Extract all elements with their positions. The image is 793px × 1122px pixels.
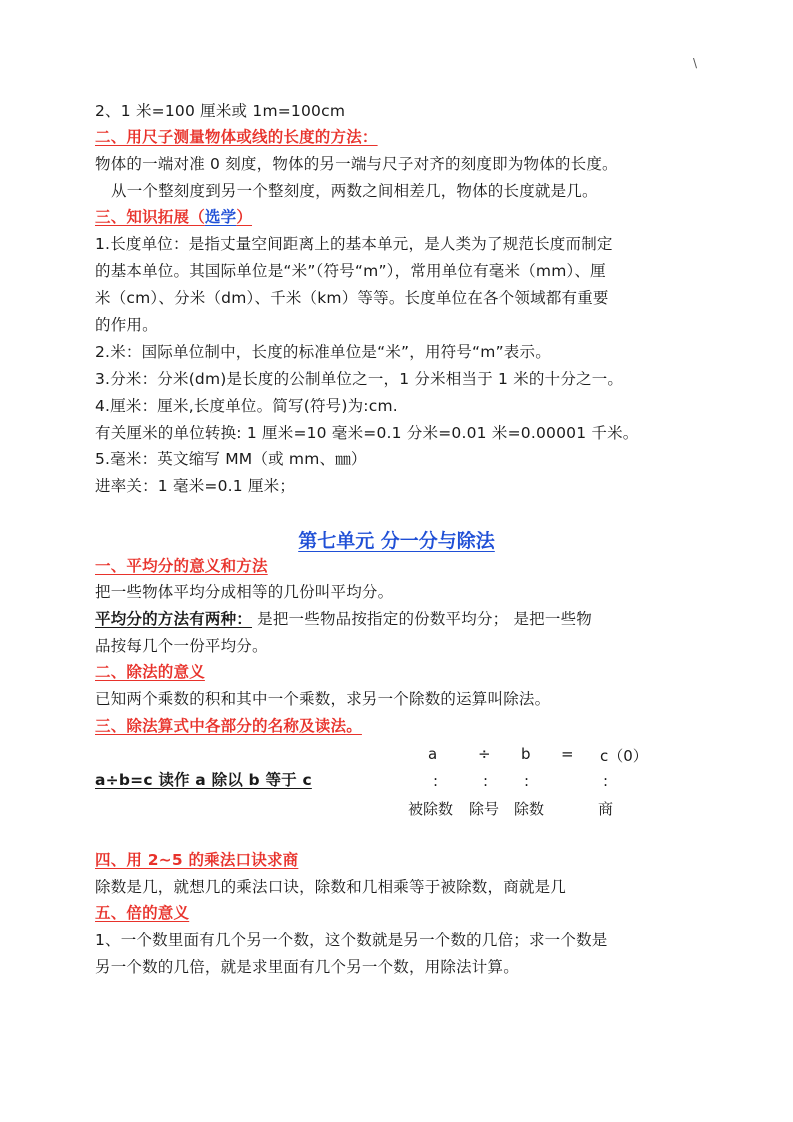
diagram-div-sign: ÷	[478, 745, 491, 763]
text-line: 已知两个乘数的积和其中一个乘数，求另一个除数的运算叫除法。	[95, 690, 551, 708]
heading-optional: 选学	[204, 208, 237, 226]
diagram-colon: :	[524, 772, 530, 790]
text-line: 4.厘米：厘米,长度单位。简写(符号)为:cm.	[95, 397, 398, 415]
diagram-colon: :	[603, 772, 609, 790]
text-line: 品按每几个一份平均分。	[95, 637, 268, 655]
text-line: 1.长度单位：是指丈量空间距离上的基本单元，是人类为了规范长度而制定	[95, 235, 613, 253]
text-line: 2、1 米=100 厘米或 1m=100cm	[95, 102, 346, 120]
diagram-equals: =	[561, 745, 574, 763]
text-line: 进率关：1 毫米=0.1 厘米；	[95, 477, 296, 495]
text-line: 1、一个数里面有几个另一个数，这个数就是另一个数的几倍；求一个数是	[95, 931, 608, 949]
text-line: 3.分米：分米(dm)是长度的公制单位之一，1 分米相当于 1 米的十分之一。	[95, 370, 624, 388]
section-heading-multiplication: 四、用 2~5 的乘法口诀求商	[95, 851, 299, 869]
text-line: 米（cm）、分米（dm）、千米（km）等等。长度单位在各个领域都有重要	[95, 289, 609, 307]
diagram-c: c（0）	[600, 747, 648, 765]
text-line: 把一些物体平均分成相等的几份叫平均分。	[95, 583, 394, 601]
method-label: 平均分的方法有两种：	[95, 610, 253, 628]
heading-part: 三、知识拓展（	[95, 208, 205, 226]
section-heading-division: 二、除法的意义	[95, 663, 205, 681]
section-heading-ruler: 二、用尺子测量物体或线的长度的方法：	[95, 128, 378, 146]
formula-reading: a÷b=c 读作 a 除以 b 等于 c	[95, 771, 312, 789]
section-heading-times: 五、倍的意义	[95, 904, 190, 922]
section-heading-average: 一、平均分的意义和方法	[95, 557, 268, 575]
diagram-a: a	[428, 745, 438, 763]
text-line: 物体的一端对准 0 刻度，物体的另一端与尺子对齐的刻度即为物体的长度。	[95, 155, 618, 173]
diagram-b: b	[521, 745, 531, 763]
text-line: 的基本单位。其国际单位是“米”（符号“m”），常用单位有毫米（mm）、厘	[95, 262, 606, 280]
text-line	[95, 609, 705, 629]
text-line: 有关厘米的单位转换: 1 厘米=10 毫米=0.1 分米=0.01 米=0.00001 千米。	[95, 424, 639, 442]
text-line: 5.毫米：英文缩写 MM（或 mm、㎜）	[95, 450, 367, 468]
heading-part: ）	[236, 208, 253, 226]
label-dividend: 被除数	[408, 800, 454, 818]
unit-title: 第七单元 分一分与除法	[298, 530, 495, 552]
section-heading-extension	[95, 207, 252, 227]
corner-mark: \	[693, 56, 698, 70]
label-quotient: 商	[598, 800, 614, 818]
diagram-colon: :	[483, 772, 489, 790]
text-line: 从一个整刻度到另一个整刻度，两数之间相差几，物体的长度就是几。	[111, 182, 598, 200]
label-divisor: 除数	[514, 800, 545, 818]
text-line: 除数是几，就想几的乘法口诀，除数和几相乘等于被除数，商就是几	[95, 878, 567, 896]
section-heading-parts: 三、除法算式中各部分的名称及读法。	[95, 717, 362, 735]
text-line: 另一个数的几倍，就是求里面有几个另一个数，用除法计算。	[95, 958, 519, 976]
text-line: 2.米：国际单位制中，长度的标准单位是“米”，用符号“m”表示。	[95, 343, 551, 361]
label-division-sign: 除号	[469, 800, 500, 818]
method-text: 是把一些物品按指定的份数平均分； 是把一些物	[252, 610, 592, 628]
diagram-colon: :	[433, 772, 439, 790]
text-line: 的作用。	[95, 316, 158, 334]
